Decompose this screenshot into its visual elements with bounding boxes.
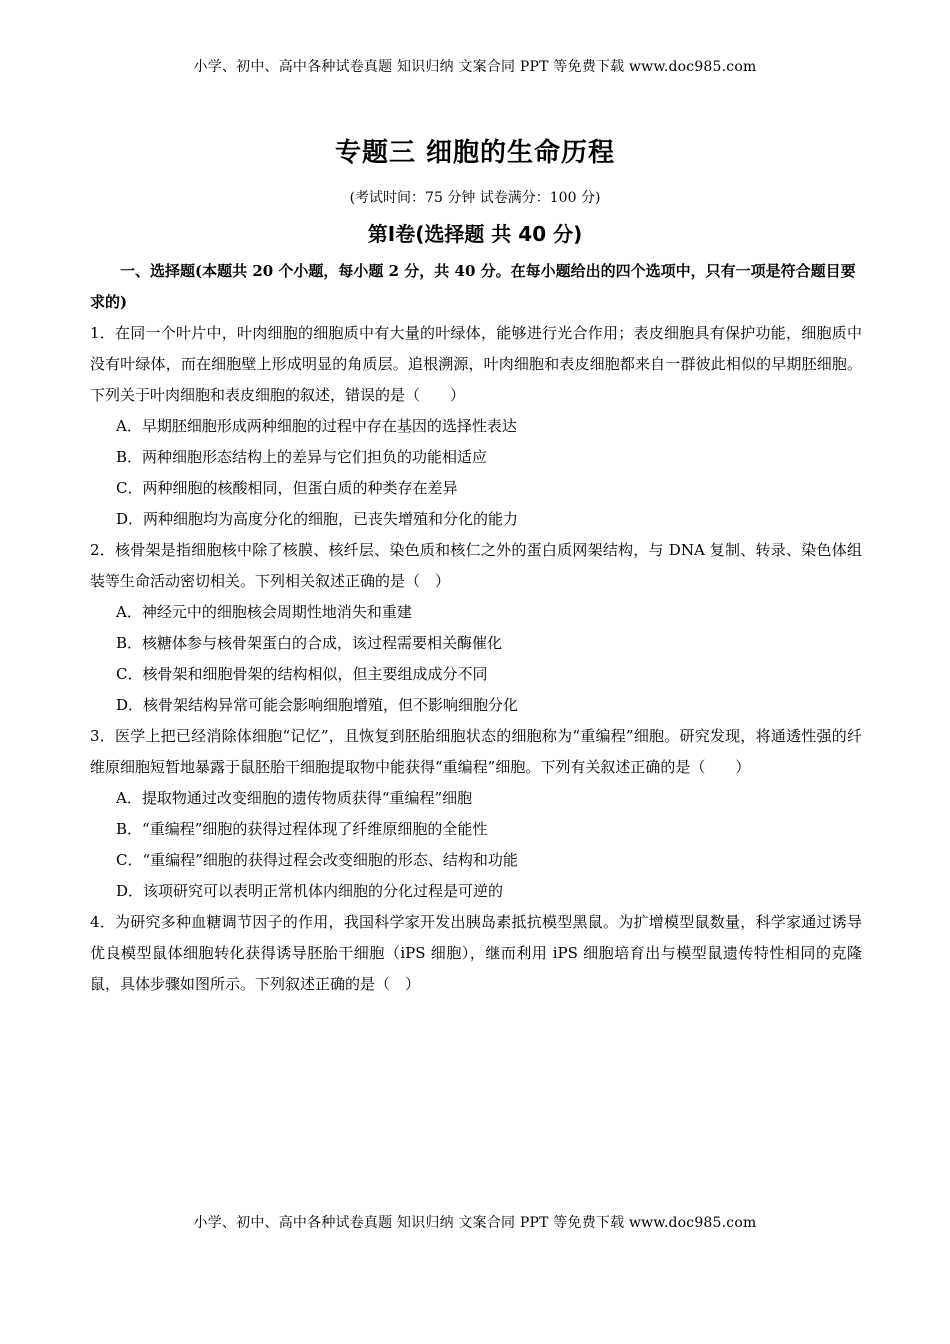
question-3 xyxy=(90,721,862,907)
running-header: 小学、初中、高中各种试卷真题 知识归纳 文案合同 PPT 等免费下载 www.doc985.com xyxy=(193,59,757,75)
section-heading: 第Ⅰ卷(选择题 共 40 分) xyxy=(367,222,583,246)
option-b: B．“重编程”细胞的获得过程体现了纤维原细胞的全能性 xyxy=(116,820,488,838)
exam-info: (考试时间：75 分钟 试卷满分：100 分) xyxy=(349,190,601,206)
option-c: C．“重编程”细胞的获得过程会改变细胞的形态、结构和功能 xyxy=(116,851,518,869)
question-stem: 3．医学上把已经消除体细胞“记忆”，且恢复到胚胎细胞状态的细胞称为“重编程”细胞。研究发现，将通透性强的纤维原细胞短暂地暴露于鼠胚胎干细胞提取物中能获得“重编程”细胞。下列有关叙述正确的是（ ） xyxy=(90,727,862,776)
option-a: A．早期胚细胞形成两种细胞的过程中存在基因的选择性表达 xyxy=(116,417,517,435)
running-footer: 小学、初中、高中各种试卷真题 知识归纳 文案合同 PPT 等免费下载 www.doc985.com xyxy=(193,1215,757,1231)
option-c: C．核骨架和细胞骨架的结构相似，但主要组成成分不同 xyxy=(116,665,488,683)
option-a: A．提取物通过改变细胞的遗传物质获得“重编程”细胞 xyxy=(116,789,473,807)
option-d: D．核骨架结构异常可能会影响细胞增殖，但不影响细胞分化 xyxy=(116,696,519,714)
option-d: D．两种细胞均为高度分化的细胞，已丧失增殖和分化的能力 xyxy=(116,510,519,528)
page-title: 专题三 细胞的生命历程 xyxy=(334,138,616,168)
question-stem: 2．核骨架是指细胞核中除了核膜、核纤层、染色质和核仁之外的蛋白质网架结构，与 DNA 复制、转录、染色体组装等生命活动密切相关。下列相关叙述正确的是（ ） xyxy=(90,541,862,590)
option-c: C．两种细胞的核酸相同，但蛋白质的种类存在差异 xyxy=(116,479,458,497)
option-b: B．核糖体参与核骨架蛋白的合成，该过程需要相关酶催化 xyxy=(116,634,503,652)
question-1 xyxy=(90,318,862,535)
option-d: D．该项研究可以表明正常机体内细胞的分化过程是可逆的 xyxy=(116,882,504,900)
question-stem: 1．在同一个叶片中，叶肉细胞的细胞质中有大量的叶绿体，能够进行光合作用；表皮细胞具有保护功能，细胞质中没有叶绿体，而在细胞壁上形成明显的角质层。追根溯源，叶肉细胞和表皮细胞都来自一群彼此相似的早期胚细胞。下列关于叶肉细胞和表皮细胞的叙述，错误的是（ ） xyxy=(90,324,862,404)
question-content xyxy=(90,256,862,1000)
section-instructions: 一、选择题(本题共 20 个小题，每小题 2 分，共 40 分。在每小题给出的四个选项中，只有一项是符合题目要求的) xyxy=(90,262,856,311)
option-b: B．两种细胞形态结构上的差异与它们担负的功能相适应 xyxy=(116,448,488,466)
question-2 xyxy=(90,535,862,721)
question-stem: 4．为研究多种血糖调节因子的作用，我国科学家开发出胰岛素抵抗模型黑鼠。为扩增模型鼠数量，科学家通过诱导优良模型鼠体细胞转化获得诱导胚胎干细胞（iPS 细胞），继而利用 iPS 细胞培育出与模型鼠遗传特性相同的克隆鼠，具体步骤如图所示。下列叙述正确的是（ ） xyxy=(90,913,862,993)
question-4 xyxy=(90,907,862,1000)
option-a: A．神经元中的细胞核会周期性地消失和重建 xyxy=(116,603,412,621)
